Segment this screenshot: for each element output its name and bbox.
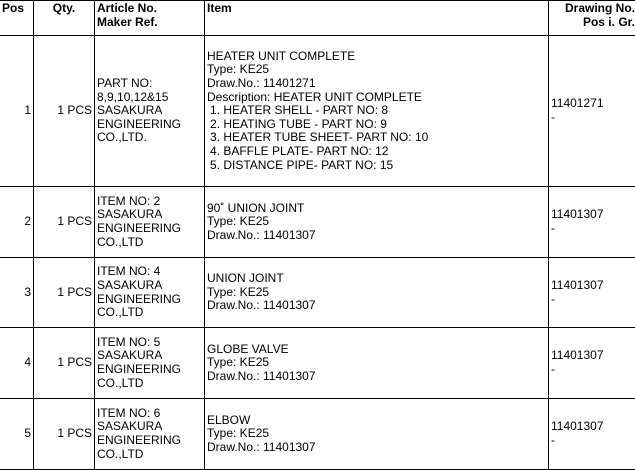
item-title: ELBOW — [207, 412, 251, 427]
drawing-pos: - — [551, 221, 555, 235]
header-article — [95, 1, 205, 36]
item-subpart: 5. DISTANCE PIPE- PART NO: 15 — [210, 157, 394, 172]
pos-cell: 5 — [0, 399, 34, 470]
article-line: 8,9,10,12&15 — [97, 89, 169, 104]
qty-cell: 1 PCS — [34, 258, 95, 328]
item-type: Type: KE25 — [207, 426, 270, 441]
item-cell — [205, 258, 549, 328]
item-type: Type: KE25 — [207, 214, 270, 229]
qty-cell: 1 PCS — [34, 399, 95, 470]
item-cell — [205, 399, 549, 470]
article-line: ENGINEERING — [97, 116, 182, 131]
drawing-cell — [549, 399, 635, 470]
item-title: GLOBE VALVE — [207, 341, 289, 356]
article-line: ITEM NO: 5 — [97, 334, 161, 349]
table-row — [0, 399, 635, 470]
article-line: ITEM NO: 4 — [97, 264, 161, 279]
article-line: SASAKURA — [97, 103, 163, 118]
pos-cell: 4 — [0, 328, 34, 399]
table-row — [0, 187, 635, 258]
header-drawing-line2: Pos i. Gr. — [582, 14, 635, 29]
article-line: CO.,LTD. — [97, 130, 147, 145]
drawing-pos: - — [551, 362, 555, 376]
item-drawno: Draw.No.: 11401307 — [207, 439, 316, 454]
item-drawno: Draw.No.: 11401271 — [207, 76, 316, 91]
table-row — [0, 258, 635, 328]
header-drawing — [549, 1, 635, 36]
article-cell — [95, 187, 205, 258]
header-article-line1: Article No. — [97, 1, 158, 15]
article-line: CO.,LTD — [97, 305, 144, 320]
article-cell — [95, 36, 205, 187]
item-cell — [205, 328, 549, 399]
article-line: SASAKURA — [97, 277, 163, 292]
article-line: ITEM NO: 2 — [97, 193, 161, 208]
item-subpart: 2. HEATING TUBE - PART NO: 9 — [210, 116, 387, 131]
item-title: HEATER UNIT COMPLETE — [207, 48, 356, 63]
item-type: Type: KE25 — [207, 284, 270, 299]
header-item: Item — [205, 1, 549, 36]
article-line: CO.,LTD — [97, 375, 144, 390]
article-line: CO.,LTD — [97, 234, 144, 249]
qty-cell: 1 PCS — [34, 328, 95, 399]
header-qty: Qty. — [34, 1, 95, 36]
drawing-pos: - — [551, 433, 555, 447]
item-drawno: Draw.No.: 11401307 — [207, 298, 316, 313]
item-description: Description: HEATER UNIT COMPLETE — [207, 89, 422, 104]
article-line: CO.,LTD — [97, 446, 144, 461]
item-title: 90˚ UNION JOINT — [207, 200, 305, 215]
item-subpart: 1. HEATER SHELL - PART NO: 8 — [210, 103, 389, 118]
item-cell — [205, 36, 549, 187]
drawing-cell — [549, 258, 635, 328]
item-drawno: Draw.No.: 11401307 — [207, 227, 316, 242]
table-row — [0, 328, 635, 399]
header-drawing-line1: Drawing No. — [564, 1, 635, 15]
item-cell — [205, 187, 549, 258]
item-drawno: Draw.No.: 11401307 — [207, 368, 316, 383]
drawing-number: 11401271 — [551, 96, 604, 111]
qty-cell: 1 PCS — [34, 36, 95, 187]
pos-cell: 2 — [0, 187, 34, 258]
item-subpart: 3. HEATER TUBE SHEET- PART NO: 10 — [210, 130, 429, 145]
table-header-row — [0, 1, 635, 36]
drawing-cell — [549, 36, 635, 187]
qty-cell: 1 PCS — [34, 187, 95, 258]
article-line: SASAKURA — [97, 207, 163, 222]
item-type: Type: KE25 — [207, 355, 270, 370]
header-pos: Pos — [0, 1, 34, 36]
header-article-line2: Maker Ref. — [97, 14, 158, 29]
drawing-pos: - — [551, 110, 555, 124]
article-line: PART NO: — [97, 76, 153, 91]
pos-cell: 1 — [0, 36, 34, 187]
article-line: ITEM NO: 6 — [97, 405, 161, 420]
article-line: SASAKURA — [97, 348, 163, 363]
article-cell — [95, 328, 205, 399]
article-cell — [95, 258, 205, 328]
item-type: Type: KE25 — [207, 62, 270, 77]
item-title: UNION JOINT — [207, 271, 284, 286]
article-cell — [95, 399, 205, 470]
drawing-number: 11401307 — [551, 419, 604, 434]
article-line: ENGINEERING — [97, 433, 182, 447]
article-line: ENGINEERING — [97, 362, 182, 376]
drawing-number: 11401307 — [551, 277, 604, 292]
drawing-pos: - — [551, 291, 555, 306]
table-row — [0, 36, 635, 187]
drawing-number: 11401307 — [551, 348, 604, 363]
drawing-cell — [549, 187, 635, 258]
drawing-cell — [549, 328, 635, 399]
article-line: SASAKURA — [97, 419, 163, 434]
drawing-number: 11401307 — [551, 207, 604, 222]
item-subpart: 4. BAFFLE PLATE- PART NO: 12 — [210, 143, 389, 158]
article-line: ENGINEERING — [97, 291, 182, 306]
pos-cell: 3 — [0, 258, 34, 328]
article-line: ENGINEERING — [97, 221, 182, 235]
